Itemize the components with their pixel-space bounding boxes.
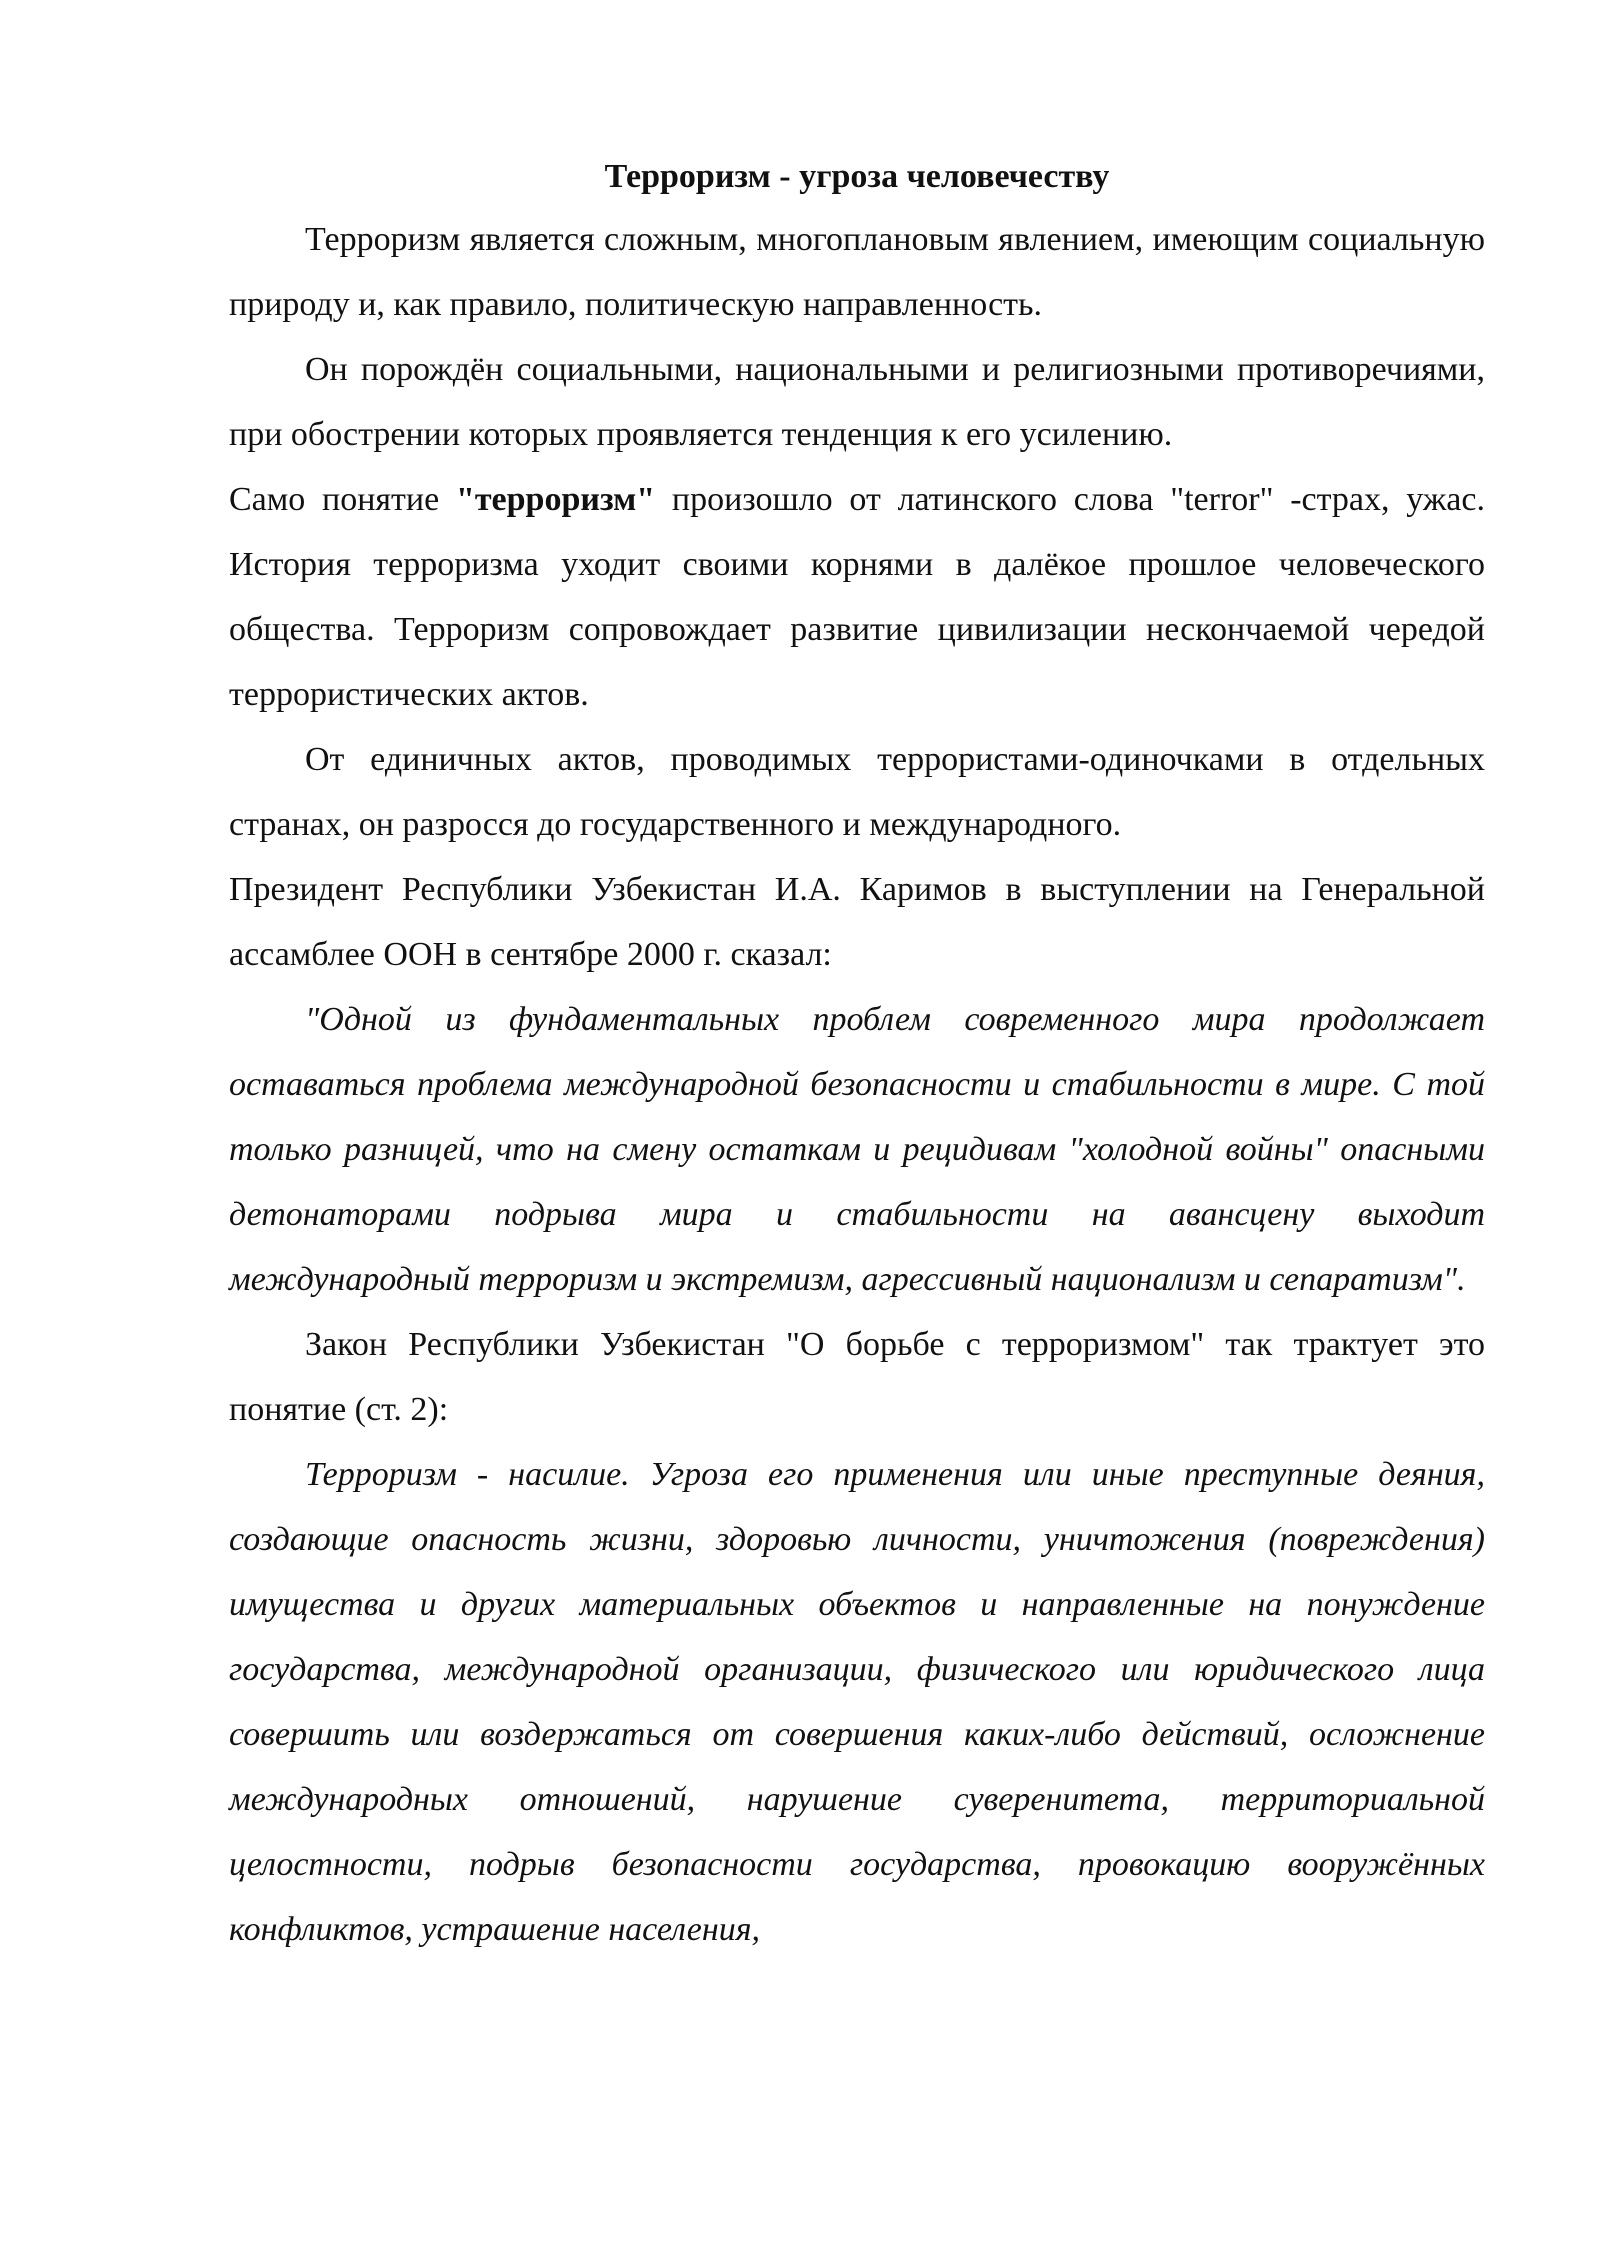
paragraph-5: Президент Республики Узбекистан И.А. Каримов в выступлении на Генеральной ассамблее ООН в сентябре 2000 г. сказал: — [229, 871, 1485, 973]
document-body — [229, 147, 1485, 1962]
law-definition: Терроризм - насилие. Угроза его применения или иные преступные деяния, создающие опасность жизни, здоровью личности, уничтожения (повреждения) имущества и других материальных объектов и направленные на понуждение государства, международной организации, физического или юридического лица совершить или воздержаться от совершения каких-либо действий, осложнение международных отношений, нарушение суверенитета, территориальной целостности, подрыв безопасности государства, провокацию вооружённых конфликтов, устрашение населения, — [229, 1456, 1485, 1948]
paragraph-1: Терроризм является сложным, многоплановым явлением, имеющим социальную природу и, как правило, политическую направленность. — [229, 221, 1485, 323]
paragraph-3-start: Само понятие — [229, 481, 456, 518]
paragraph-3-rest: произошло от латинского слова "terror" -страх, ужас. История терроризма уходит своими корнями в далёкое прошлое человеческого общества. Терроризм сопровождает развитие цивилизации нескончаемой чередой террористических актов. — [229, 481, 1485, 713]
document-title: Терроризм - угроза человечеству — [604, 158, 1110, 195]
paragraph-3 — [229, 467, 1485, 727]
president-quote: "Одной из фундаментальных проблем современного мира продолжает оставаться проблема международной безопасности и стабильности в мире. С той только разницей, что на смену остаткам и рецидивам "холодной войны" опасными детонаторами подрыва мира и стабильности на авансцену выходит международный терроризм и экстремизм, агрессивный национализм и сепаратизм". — [229, 1001, 1485, 1298]
term-terrorism: "терроризм" — [455, 481, 656, 518]
paragraph-4: От единичных актов, проводимых террористами-одиночками в отдельных странах, он разросся до государственного и международного. — [229, 741, 1485, 843]
paragraph-2: Он порождён социальными, национальными и религиозными противоречиями, при обострении которых проявляется тенденция к его усилению. — [229, 351, 1485, 453]
paragraph-6: Закон Республики Узбекистан "О борьбе с терроризмом" так трактует это понятие (ст. 2): — [229, 1326, 1485, 1428]
